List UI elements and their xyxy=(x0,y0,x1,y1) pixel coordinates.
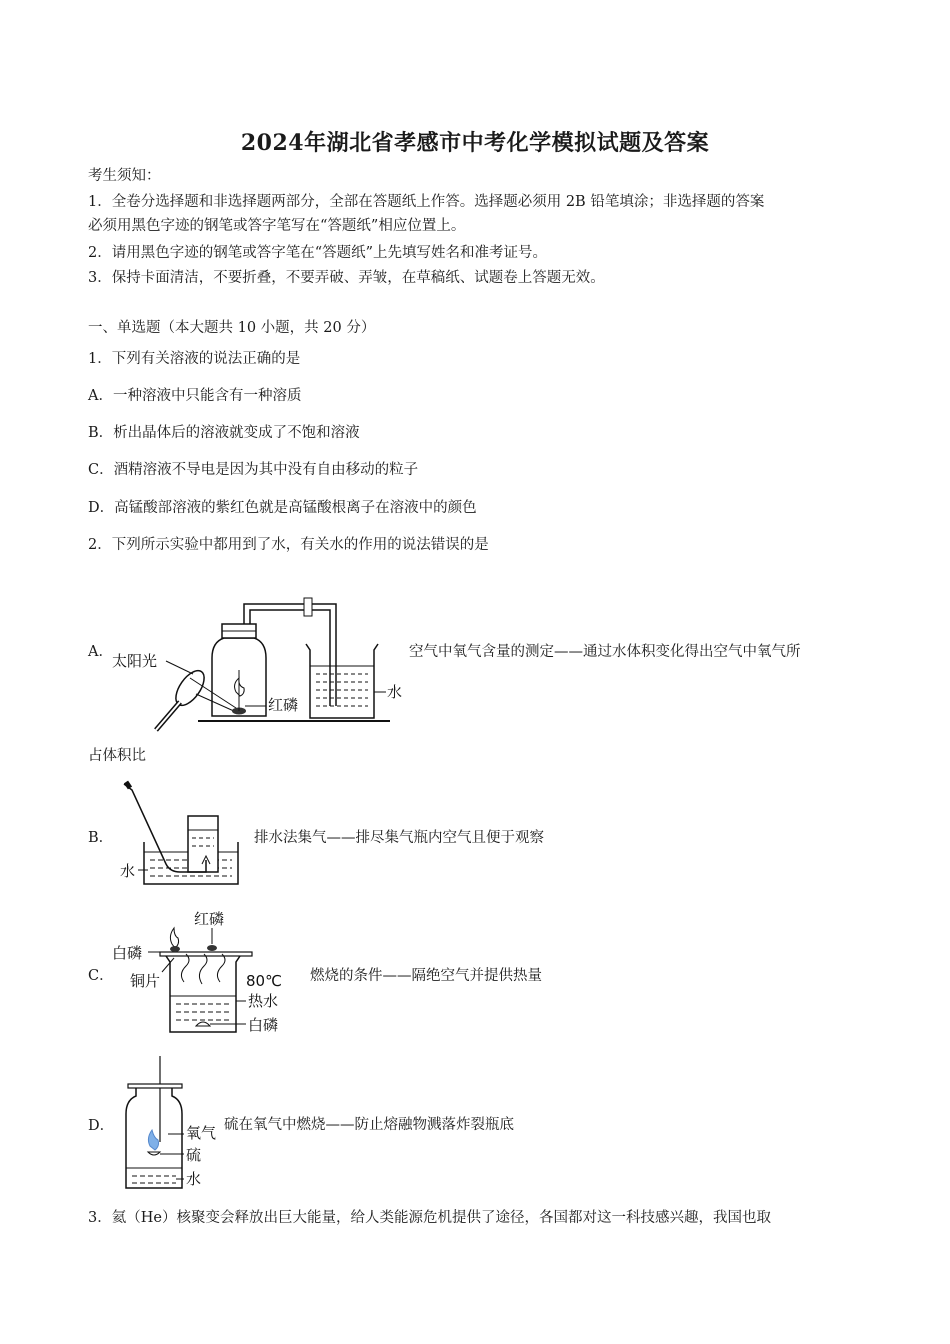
fig-c-red-phosphorus-label: 红磷 xyxy=(194,910,225,928)
notice-line-3: 3．保持卡面清洁，不要折叠，不要弄破、弄皱，在草稿纸、试题卷上答题无效。 xyxy=(88,270,605,286)
q1-option-c: C．酒精溶液不导电是因为其中没有自由移动的粒子 xyxy=(88,462,419,478)
fig-d-water-label: 水 xyxy=(186,1170,202,1188)
q3-stem: 3．氦（He）核聚变会释放出巨大能量，给人类能源危机提供了途径，各国都对这一科技感兴趣，我国也取 xyxy=(88,1210,771,1226)
fig-c-temperature-label: 80℃ xyxy=(246,972,282,990)
figure-combustion-conditions xyxy=(108,906,308,1046)
q2-option-a-label: A． xyxy=(88,644,113,660)
notice-line-1a: 1．全卷分选择题和非选择题两部分，全部在答题纸上作答。选择题必须用 2B 铅笔填涂；非选择题的答案 xyxy=(88,194,765,210)
q2-option-a-continued: 占体积比 xyxy=(88,748,146,764)
fig-d-oxygen-label: 氧气 xyxy=(186,1124,217,1142)
figure-sulfur-burning-in-oxygen xyxy=(118,1054,228,1194)
notice-heading: 考生须知： xyxy=(88,168,161,184)
fig-a-water-label: 水 xyxy=(387,683,403,701)
fig-a-sun-label: 太阳光 xyxy=(112,652,158,670)
fig-c-white-phosphorus-bottom-label: 白磷 xyxy=(248,1016,279,1034)
fig-c-hot-water-label: 热水 xyxy=(248,992,279,1010)
page-title: 2024年湖北省孝感市中考化学模拟试题及答案 xyxy=(240,130,710,156)
q2-option-d-text: 硫在氧气中燃烧——防止熔融物溅落炸裂瓶底 xyxy=(224,1117,514,1133)
q2-option-a-text: 空气中氧气含量的测定——通过水体积变化得出空气中氧气所 xyxy=(409,644,801,660)
q2-option-b-label: B． xyxy=(88,830,114,846)
notice-line-2: 2．请用黑色字迹的钢笔或答字笔在“答题纸”上先填写姓名和准考证号。 xyxy=(88,245,548,261)
figure-oxygen-content-apparatus xyxy=(108,566,408,736)
q2-option-d-label: D． xyxy=(88,1118,115,1134)
q2-option-c-text: 燃烧的条件——隔绝空气并提供热量 xyxy=(310,968,542,984)
q1-option-b: B．析出晶体后的溶液就变成了不饱和溶液 xyxy=(88,425,360,441)
section-heading: 一、单选题（本大题共 10 小题，共 20 分） xyxy=(88,320,376,336)
fig-a-red-phosphorus-label: 红磷 xyxy=(268,696,299,714)
q2-option-b-text: 排水法集气——排尽集气瓶内空气且便于观察 xyxy=(254,830,544,846)
fig-c-white-phosphorus-label: 白磷 xyxy=(112,944,143,962)
q2-stem: 2．下列所示实验中都用到了水，有关水的作用的说法错误的是 xyxy=(88,537,489,553)
fig-c-copper-label: 铜片 xyxy=(130,972,161,990)
q1-option-d: D．高锰酸部溶液的紫红色就是高锰酸根离子在溶液中的颜色 xyxy=(88,500,477,516)
fig-d-sulfur-label: 硫 xyxy=(186,1146,202,1164)
fig-b-water-label: 水 xyxy=(120,862,136,880)
notice-line-1b: 必须用黑色字迹的钢笔或答字笔写在“答题纸”相应位置上。 xyxy=(88,218,466,234)
q1-stem: 1．下列有关溶液的说法正确的是 xyxy=(88,351,301,367)
figure-water-displacement-collection xyxy=(110,780,250,890)
q2-option-c-label: C． xyxy=(88,968,114,984)
q1-option-a: A．一种溶液中只能含有一种溶质 xyxy=(88,388,302,404)
